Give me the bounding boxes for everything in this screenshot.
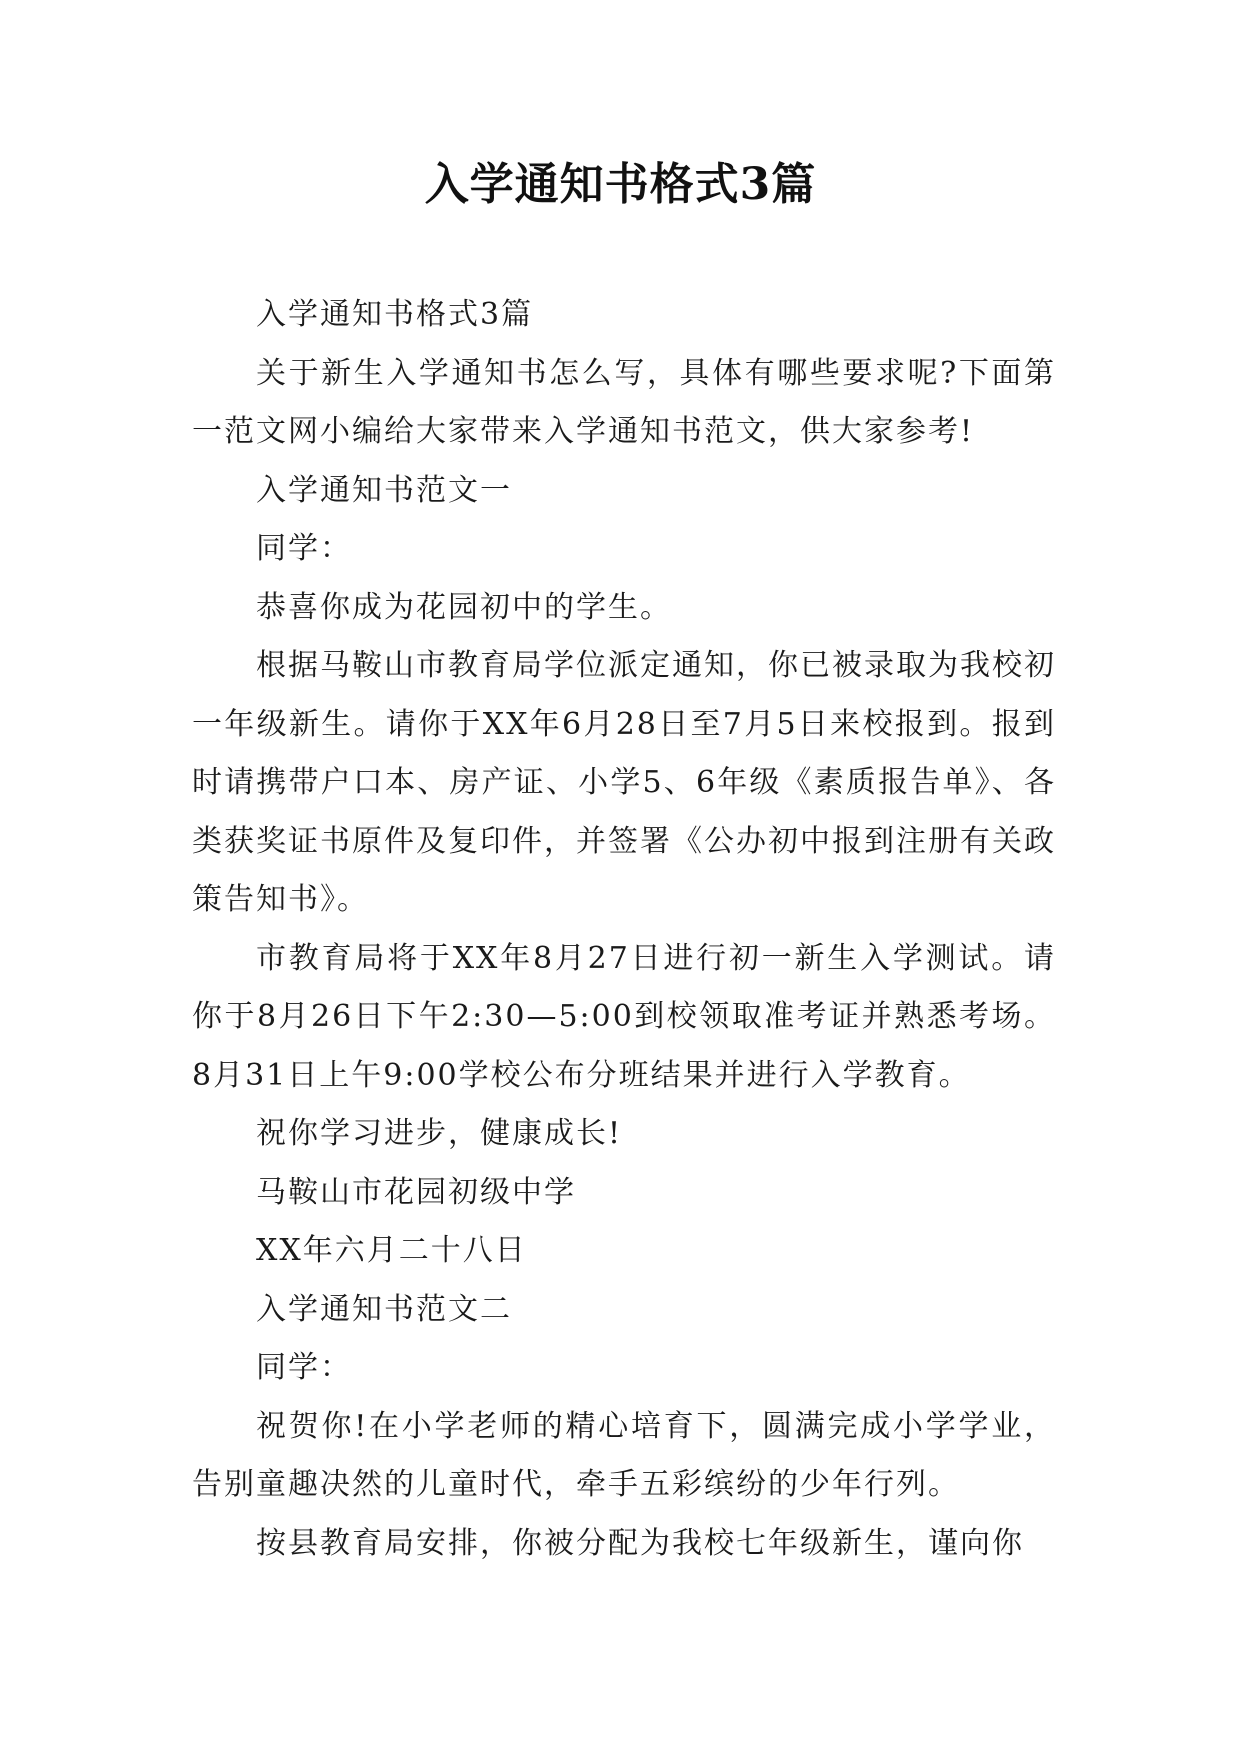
section-heading-sample-one: 入学通知书范文一	[256, 472, 512, 508]
paragraph-closing-wish: 祝你学习进步，健康成长!	[256, 1116, 623, 1151]
paragraph-congrats: 恭喜你成为花园初中的学生。	[256, 589, 672, 625]
paragraph-heading: 入学通知书格式3篇	[256, 297, 534, 332]
signature-date: XX年六月二十八日	[256, 1233, 527, 1268]
salutation-two: 同学：	[256, 1350, 352, 1385]
paragraph-intro: 关于新生入学通知书怎么写，具体有哪些要求呢?下面第一范文网小编给大家带来入学通知书范文，供大家参考!	[192, 355, 1056, 449]
signature-school: 马鞍山市花园初级中学	[256, 1174, 576, 1210]
paragraph-entrance-test: 市教育局将于XX年8月27日进行初一新生入学测试。请你于8月26日下午2:30—5:00到校领取准考证并熟悉考场。8月31日上午9:00学校公布分班结果并进行入学教育。	[192, 940, 1056, 1093]
paragraph-assignment: 按县教育局安排，你被分配为我校七年级新生，谨向你	[256, 1525, 1024, 1561]
section-heading-sample-two: 入学通知书范文二	[256, 1291, 512, 1327]
document-body	[192, 286, 1056, 1573]
document-title: 入学通知书格式3篇	[424, 159, 817, 210]
paragraph-congrats-two: 祝贺你!在小学老师的精心培育下，圆满完成小学学业，告别童趣决然的儿童时代，牵手五彩缤纷的少年行列。	[192, 1408, 1056, 1502]
paragraph-registration: 根据马鞍山市教育局学位派定通知，你已被录取为我校初一年级新生。请你于XX年6月28日至7月5日来校报到。报到时请携带户口本、房产证、小学5、6年级《素质报告单》、各类获奖证书原件及复印件，并签署《公办初中报到注册有关政策告知书》。	[192, 648, 1056, 917]
salutation: 同学：	[256, 531, 352, 566]
